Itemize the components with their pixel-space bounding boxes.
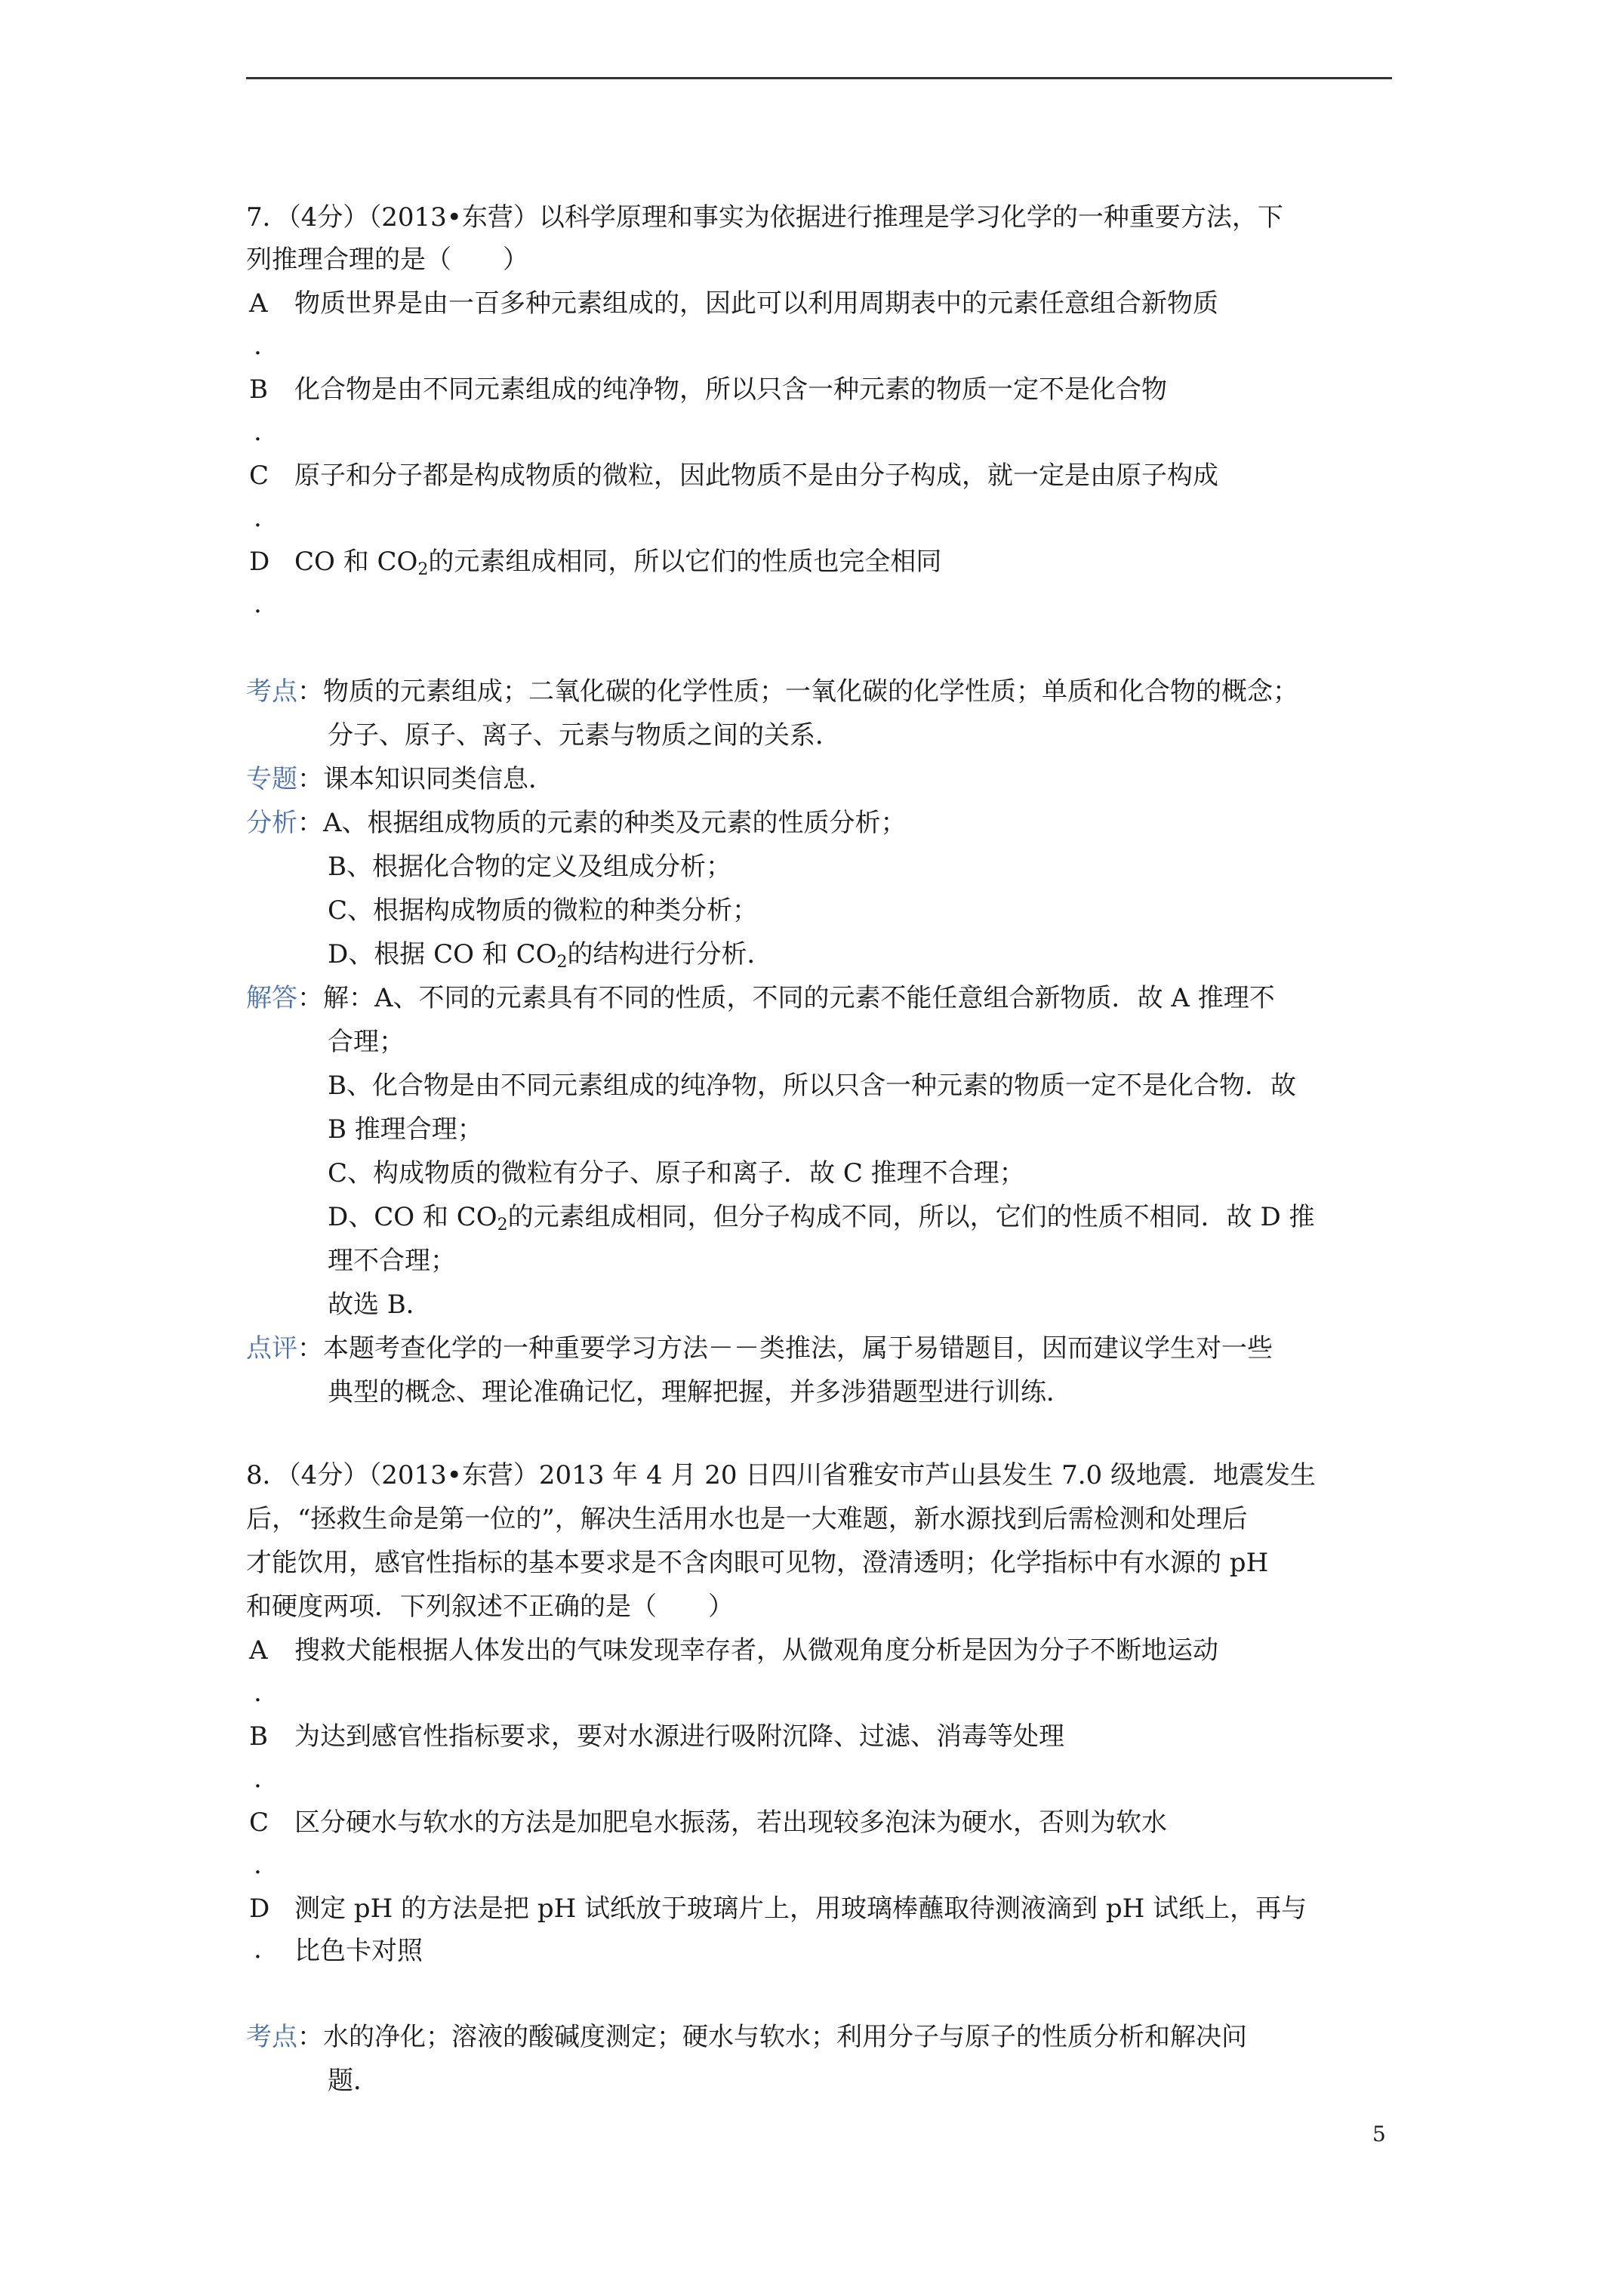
page-number: 5 (1372, 2122, 1386, 2147)
q8-stem-line-3: 才能饮用，感官性指标的基本要求是不含肉眼可见物，澄清透明；化学指标中有水源的 pH (246, 1548, 1269, 1578)
q7-dianping-line-1: 点评：本题考查化学的一种重要学习方法－－类推法，属于易错题目，因而建议学生对一些 (246, 1333, 1273, 1364)
q8-option-c-letter: C (249, 1808, 269, 1838)
q7-option-d-dot: . (254, 589, 262, 619)
q7-fenxi-line-4: D、根据 CO 和 $CO_2$的结构进行分析． (328, 939, 773, 972)
q7-zhuanti-label: 专题 (246, 764, 297, 794)
q8-option-a-dot: . (254, 1678, 262, 1708)
q7-stem-line-1: 7．（4分）（2013•东营）以科学原理和事实为依据进行推理是学习化学的一种重要方法，下 (246, 202, 1283, 233)
q8-kaodian-label: 考点 (246, 2022, 297, 2052)
q8-option-b-letter: B (249, 1721, 268, 1752)
q7-jieda-line-6: D、CO 和 $CO_2$的元素组成相同，但分子构成不同，所以，它们的性质不相同．故 D 推 (328, 1202, 1315, 1234)
q7-fenxi-label: 分析 (246, 808, 297, 838)
q8-option-c-dot: . (254, 1850, 262, 1880)
q7-kaodian-line-2: 分子、原子、离子、元素与物质之间的关系． (328, 720, 841, 750)
q7-jieda-line-1: 解答：解：A、不同的元素具有不同的性质，不同的元素不能任意组合新物质．故 A 推理不 (246, 983, 1275, 1013)
q7-option-c-dot: . (254, 503, 262, 533)
q7-kaodian-label: 考点 (246, 676, 297, 707)
q7-fenxi-line-2: B、根据化合物的定义及组成分析； (328, 852, 731, 882)
q7-option-d-letter: D (249, 547, 270, 577)
q8-kaodian-line-1: 考点：水的净化；溶液的酸碱度测定；硬水与软水；利用分子与原子的性质分析和解决问 (246, 2022, 1247, 2052)
q7-jieda-line-7: 理不合理； (328, 1246, 456, 1276)
q7-option-a-dot: . (254, 331, 262, 361)
q7-jieda-line-4: B 推理合理； (328, 1114, 483, 1145)
q8-stem-line-4: 和硬度两项．下列叙述不正确的是（ ） (246, 1592, 734, 1622)
q8-option-d-letter: D (249, 1894, 270, 1924)
q7-option-a-letter: A (249, 288, 268, 319)
q8-option-d-dot: . (254, 1934, 262, 1965)
q7-jieda-line-3: B、化合物是由不同元素组成的纯净物，所以只含一种元素的物质一定不是化合物．故 (328, 1071, 1296, 1101)
q7-jieda-line-2: 合理； (328, 1027, 405, 1057)
q7-option-a-text: 物质世界是由一百多种元素组成的，因此可以利用周期表中的元素任意组合新物质 (294, 288, 1218, 319)
q7-option-c-letter: C (249, 461, 269, 491)
q8-option-a-letter: A (249, 1635, 268, 1666)
q7-jieda-line-8: 故选 B． (328, 1290, 432, 1320)
q7-zhuanti: 专题：课本知识同类信息． (246, 764, 554, 794)
q7-option-b-letter: B (249, 374, 268, 405)
q8-option-a-text: 搜救犬能根据人体发出的气味发现幸存者，从微观角度分析是因为分子不断地运动 (294, 1635, 1218, 1666)
q8-stem-line-1: 8．（4分）（2013•东营）2013 年 4 月 20 日四川省雅安市芦山县发生 7.0 级地震．地震发生 (246, 1460, 1316, 1490)
q7-option-b-text: 化合物是由不同元素组成的纯净物，所以只含一种元素的物质一定不是化合物 (294, 374, 1167, 405)
q8-stem-line-2: 后，“拯救生命是第一位的”，解决生活用水也是一大难题，新水源找到后需检测和处理后 (246, 1504, 1248, 1534)
q7-fenxi-line-3: C、根据构成物质的微粒的种类分析； (328, 895, 759, 926)
q8-option-d-text-line-2: 比色卡对照 (294, 1936, 423, 1966)
q7-jieda-line-5: C、构成物质的微粒有分子、原子和离子．故 C 推理不合理； (328, 1158, 1025, 1188)
header-rule (246, 77, 1392, 79)
q8-option-b-text: 为达到感官性指标要求，要对水源进行吸附沉降、过滤、消毒等处理 (294, 1721, 1064, 1752)
q7-dianping-line-2: 典型的概念、理论准确记忆，理解把握，并多涉猎题型进行训练． (328, 1377, 1072, 1407)
q8-option-d-text-line-1: 测定 pH 的方法是把 pH 试纸放于玻璃片上，用玻璃棒蘸取待测液滴到 pH 试纸上，再与 (294, 1894, 1307, 1924)
q7-option-d-text: CO 和 $CO_2$的元素组成相同，所以它们的性质也完全相同 (294, 547, 942, 579)
q7-option-c-text: 原子和分子都是构成物质的微粒，因此物质不是由分子构成，就一定是由原子构成 (294, 461, 1218, 491)
q7-option-b-dot: . (254, 417, 262, 447)
q7-stem-line-2: 列推理合理的是（ ） (246, 245, 528, 275)
q8-option-b-dot: . (254, 1764, 262, 1794)
q7-dianping-label: 点评 (246, 1333, 297, 1364)
q7-jieda-label: 解答 (246, 983, 297, 1013)
q8-kaodian-line-2: 题． (328, 2066, 379, 2096)
q8-option-c-text: 区分硬水与软水的方法是加肥皂水振荡，若出现较多泡沫为硬水，否则为软水 (294, 1808, 1167, 1838)
q7-fenxi-line-1: 分析：A、根据组成物质的元素的种类及元素的性质分析； (246, 808, 907, 838)
q7-kaodian-line-1: 考点：物质的元素组成；二氧化碳的化学性质；一氧化碳的化学性质；单质和化合物的概念； (246, 676, 1298, 707)
